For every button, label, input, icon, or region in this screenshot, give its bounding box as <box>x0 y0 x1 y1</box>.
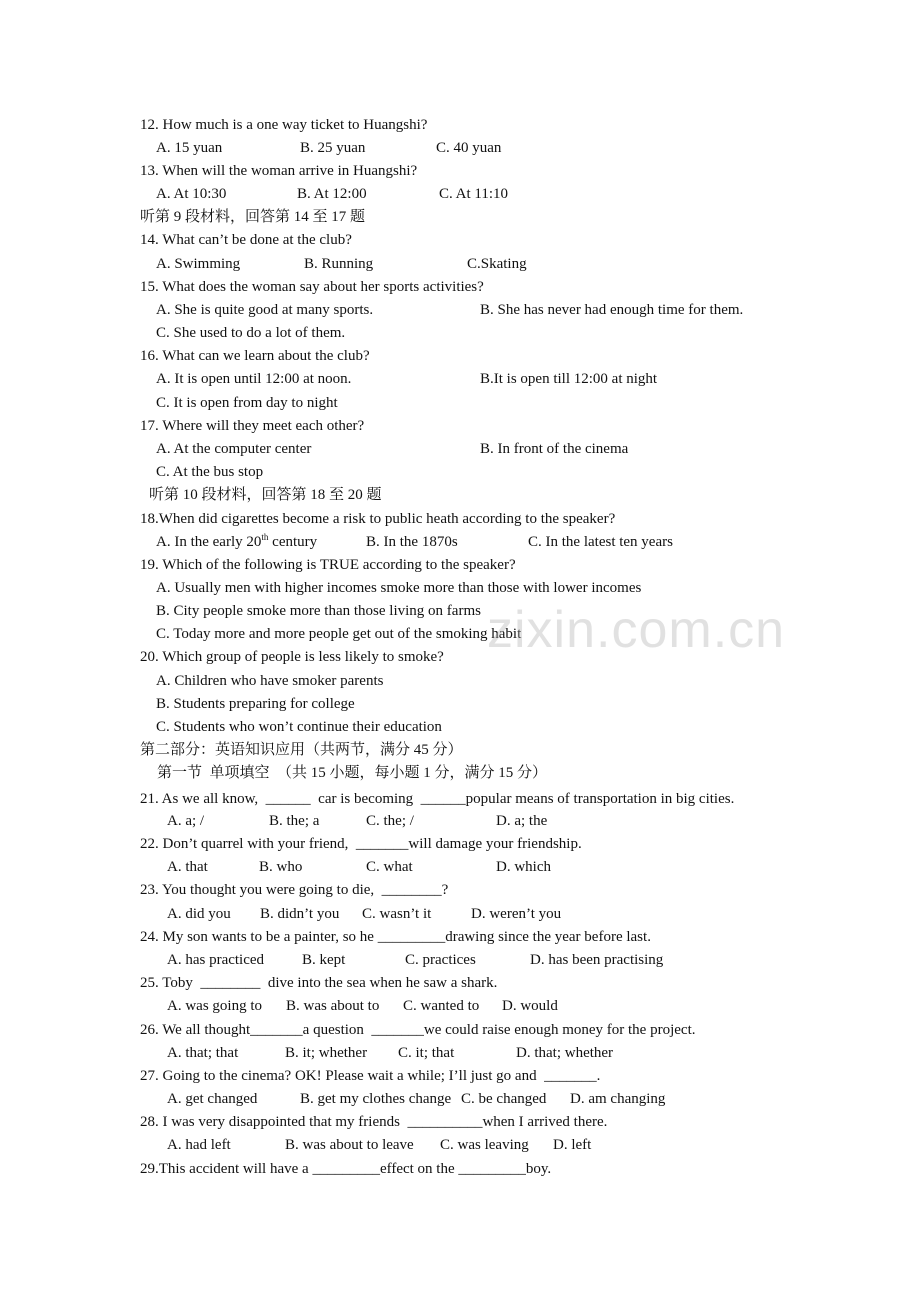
line-text: 18.When did cigarettes become a risk to public heath according to the speaker? <box>140 511 616 527</box>
text-line <box>0 762 920 785</box>
text-line <box>0 345 920 368</box>
text-line <box>0 879 920 902</box>
option-text: D. has been practising <box>530 952 664 968</box>
superscript-th: th <box>261 532 269 542</box>
line-text: 听第 9 段材料，回答第 14 至 17 题 <box>140 209 366 225</box>
line-text: 12. How much is a one way ticket to Huangshi? <box>140 117 428 133</box>
option-text: A. At the computer center <box>156 441 312 457</box>
text-line <box>0 461 920 484</box>
text-line <box>0 788 920 811</box>
option-text: C. the; / <box>366 813 414 829</box>
line-text: 27. Going to the cinema? OK! Please wait a while; I’ll just go and _______. <box>140 1068 601 1084</box>
option-text: D. which <box>496 859 551 875</box>
line-text: C. At the bus stop <box>156 464 264 480</box>
option-text: C. be changed <box>461 1091 547 1107</box>
line-text: 听第 10 段材料，回答第 18 至 20 题 <box>149 487 382 503</box>
option-text: C. was leaving <box>440 1137 529 1153</box>
text-line <box>0 276 920 299</box>
text-line <box>0 1019 920 1042</box>
option-text: D. left <box>553 1137 592 1153</box>
option-text: B. kept <box>302 952 346 968</box>
option-text: B. Running <box>304 256 374 272</box>
line-text: 第一节 单项填空 （共 15 小题，每小题 1 分，满分 15 分） <box>157 765 548 781</box>
line-text: 20. Which group of people is less likely to smoke? <box>140 649 444 665</box>
text-line <box>0 508 920 531</box>
option-text: C. practices <box>405 952 476 968</box>
text-line <box>0 577 920 600</box>
option-text: C. At 11:10 <box>439 186 509 202</box>
line-text: A. Usually men with higher incomes smoke more than those with lower incomes <box>156 580 642 596</box>
option-text: B.It is open till 12:00 at night <box>480 371 658 387</box>
text-line <box>0 670 920 693</box>
option-text: B. it; whether <box>285 1045 368 1061</box>
line-text: C. Students who won’t continue their education <box>156 719 442 735</box>
text-line <box>0 531 920 554</box>
option-text: B. didn’t you <box>260 906 340 922</box>
line-text: 14. What can’t be done at the club? <box>140 232 352 248</box>
text-line <box>0 368 920 391</box>
option-text-tail: century <box>268 534 318 550</box>
option-text: B. In front of the cinema <box>480 441 629 457</box>
line-text: 28. I was very disappointed that my friends __________when I arrived there. <box>140 1114 608 1130</box>
line-text: A. Children who have smoker parents <box>156 673 384 689</box>
option-text: B. was about to <box>286 998 380 1014</box>
line-text: 23. You thought you were going to die, ________? <box>140 882 449 898</box>
text-line <box>0 114 920 137</box>
text-line <box>0 810 920 833</box>
line-text: 22. Don’t quarrel with your friend, _______will damage your friendship. <box>140 836 582 852</box>
line-text: C. She used to do a lot of them. <box>156 325 346 341</box>
text-line <box>0 693 920 716</box>
line-text: C. Today more and more people get out of the smoking habit <box>156 626 522 642</box>
line-text: 16. What can we learn about the club? <box>140 348 370 364</box>
option-text: A. has practiced <box>167 952 265 968</box>
option-text: B. get my clothes change <box>300 1091 452 1107</box>
line-text: C. It is open from day to night <box>156 395 338 411</box>
option-text: A. It is open until 12:00 at noon. <box>156 371 352 387</box>
option-text: A. was going to <box>167 998 262 1014</box>
option-text: C. what <box>366 859 413 875</box>
line-text: 19. Which of the following is TRUE according to the speaker? <box>140 557 516 573</box>
option-text: A. had left <box>167 1137 231 1153</box>
watermark: zixin.com.cn <box>487 601 786 659</box>
line-text: 21. As we all know, ______ car is becoming ______popular means of transportation in big cities. <box>140 791 735 807</box>
text-line <box>0 1065 920 1088</box>
text-line <box>0 183 920 206</box>
option-text: A. that <box>167 859 208 875</box>
option-text: B. was about to leave <box>285 1137 414 1153</box>
text-line <box>0 739 920 762</box>
line-text: 25. Toby ________ dive into the sea when he saw a shark. <box>140 975 498 991</box>
text-line <box>0 1158 920 1181</box>
text-line <box>0 716 920 739</box>
text-line <box>0 206 920 229</box>
option-text: B. In the 1870s <box>366 534 458 550</box>
option-text: A. At 10:30 <box>156 186 227 202</box>
option-text: A. 15 yuan <box>156 140 223 156</box>
option-text: D. that; whether <box>516 1045 614 1061</box>
text-line <box>0 322 920 345</box>
line-text: 17. Where will they meet each other? <box>140 418 365 434</box>
option-text: B. who <box>259 859 303 875</box>
text-line <box>0 926 920 949</box>
option-text: B. At 12:00 <box>297 186 367 202</box>
text-line <box>0 554 920 577</box>
line-text: B. City people smoke more than those living on farms <box>156 603 481 619</box>
text-line <box>0 299 920 322</box>
option-text: C. In the latest ten years <box>528 534 673 550</box>
option-text: C. it; that <box>398 1045 455 1061</box>
line-text: 13. When will the woman arrive in Huangshi? <box>140 163 418 179</box>
option-text: D. a; the <box>496 813 548 829</box>
text-line <box>0 1111 920 1134</box>
text-line <box>0 972 920 995</box>
option-text: C. wanted to <box>403 998 480 1014</box>
text-line <box>0 229 920 252</box>
option-text: D. am changing <box>570 1091 666 1107</box>
text-line <box>0 160 920 183</box>
text-line <box>0 415 920 438</box>
option-text: C. 40 yuan <box>436 140 502 156</box>
text-line <box>0 438 920 461</box>
text-line <box>0 484 920 507</box>
text-line <box>0 253 920 276</box>
line-text: 29.This accident will have a _________effect on the _________boy. <box>140 1161 552 1177</box>
option-text: B. the; a <box>269 813 320 829</box>
line-text: 26. We all thought_______a question _______we could raise enough money for the project. <box>140 1022 696 1038</box>
text-line <box>0 1088 920 1111</box>
text-line <box>0 392 920 415</box>
option-text: D. weren’t you <box>471 906 562 922</box>
text-line <box>0 903 920 926</box>
option-text: B. 25 yuan <box>300 140 366 156</box>
text-line <box>0 856 920 879</box>
text-line <box>0 995 920 1018</box>
text-line <box>0 1042 920 1065</box>
option-text: A. She is quite good at many sports. <box>156 302 374 318</box>
line-text: B. Students preparing for college <box>156 696 355 712</box>
line-text: 24. My son wants to be a painter, so he _________drawing since the year before last. <box>140 929 651 945</box>
option-text: B. She has never had enough time for them. <box>480 302 744 318</box>
option-text: C. wasn’t it <box>362 906 432 922</box>
text-line <box>0 1134 920 1157</box>
option-text: A. did you <box>167 906 231 922</box>
line-text: 第二部分：英语知识应用（共两节，满分 45 分） <box>140 742 463 758</box>
option-text: A. a; / <box>167 813 205 829</box>
option-text: A. that; that <box>167 1045 239 1061</box>
line-text: 15. What does the woman say about her sports activities? <box>140 279 484 295</box>
option-text: D. would <box>502 998 558 1014</box>
option-text: A. In the early 20th century <box>156 532 318 550</box>
text-line <box>0 137 920 160</box>
option-text: A. get changed <box>167 1091 258 1107</box>
option-text: A. Swimming <box>156 256 241 272</box>
option-text: C.Skating <box>467 256 527 272</box>
text-line <box>0 833 920 856</box>
text-line <box>0 949 920 972</box>
